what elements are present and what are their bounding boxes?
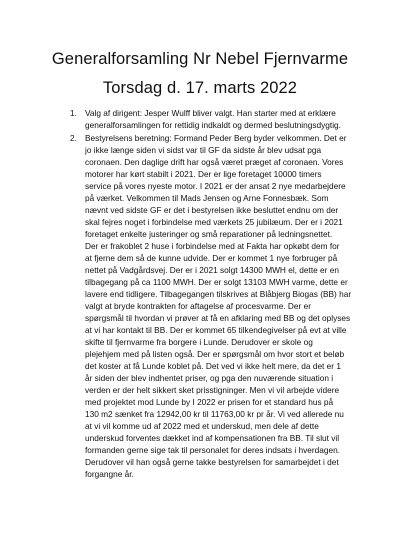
agenda-item-text-line: lavere end tidligere. Tilbagegangen tilskrives at Blåbjerg Biogas (BB) har bbox=[85, 289, 352, 299]
agenda-item-text-line: jo ikke længe siden vi sidst var til GF da sidste år blev udsat pga bbox=[85, 145, 322, 155]
agenda-item-text-line: år siden der blev indhentet priser, og pga den nuværende situation i bbox=[85, 373, 334, 383]
agenda-item-text-line: skal fejres noget i forbindelse med værkets 25 jubilæum. Der er i 2021 bbox=[85, 217, 343, 227]
agenda-item-text-line: det koster at få Lunde koblet på. Det ved vi ikke helt mere, da det er 1 bbox=[85, 361, 341, 371]
agenda-item bbox=[64, 107, 364, 131]
agenda-item-text-line: Valg af dirigent: Jesper Wulff bliver valgt. Han starter med at erklære bbox=[85, 108, 336, 118]
agenda-item-text-line: skifte til fjernvarme fra borgere i Lunde. Derudover er skole og bbox=[85, 337, 313, 347]
agenda-item-text-line: verden er der helt sikkert sket prisstigninger. Men vi vil arbejde videre bbox=[85, 385, 340, 395]
agenda-item-text-line: spørgsmål til hvordan vi prøver at få en afklaring med BB og det oplyses bbox=[85, 313, 351, 323]
agenda-item-number: 1. bbox=[70, 108, 77, 118]
agenda-item bbox=[64, 132, 364, 480]
agenda-item-text-line: forgangne år. bbox=[85, 469, 134, 479]
agenda-item-text-line: nævnt ved sidste GF er det i bestyrelsen ikke besluttet endnu om der bbox=[85, 205, 339, 215]
agenda-item-text-line: at vi har kontakt til BB. Der er kommet 65 tilkendegivelser på evt at ville bbox=[85, 325, 347, 335]
agenda-item-text-line: plejehjem med på listen også. Der er spørgsmål om hvor stort et beløb bbox=[85, 349, 345, 359]
agenda-item-text-line: generalforsamlingen for rettidig indkaldt og dermed beslutningsdygtig. bbox=[85, 120, 341, 130]
agenda-item-text-line: coronaen. Den daglige drift har også været præget af coronaen. Vores bbox=[85, 157, 344, 167]
agenda-item-text-line: på værket. Velkommen til Mads Jensen og Arne Fonnesbæk. Som bbox=[85, 193, 329, 203]
agenda-item-text-line: at fjerne dem så de kunne udvide. Der er kommet 1 nye forbruger på bbox=[85, 253, 338, 263]
document-title: Generalforsamling Nr Nebel Fjernvarme bbox=[51, 50, 349, 68]
agenda-item-text-line: valgt at bryde kontrakten for aftagelse af procesvarme. Der er bbox=[85, 301, 311, 311]
agenda-item-text-line: foretaget enkelte justeringer og små reparationer på ledningsnettet. bbox=[85, 229, 333, 239]
agenda-list bbox=[64, 107, 364, 481]
agenda-item-text-line: at vi vil komme ud af 2022 med et underskud, men dele af dette bbox=[85, 421, 319, 431]
agenda-item-text-line: motorer har kørt stabilt i 2021. Der er lige foretaget 10000 timers bbox=[85, 169, 322, 179]
agenda-item-text-line: med projektet mod Lunde by I 2022 er prisen for et standard hus på bbox=[85, 397, 334, 407]
agenda-item-text-line: tilbagegang på ca 1100 MWH. Der er solgt 13103 MWH varme, dette er bbox=[85, 277, 348, 287]
agenda-item-text-line: Derudover vil han også gerne takke bestyrelsen for samarbejdet i det bbox=[85, 457, 339, 467]
agenda-item-text-line: 130 m2 sænket fra 12942,00 kr til 11763,00 kr pr år. Vi ved allerede nu bbox=[85, 409, 344, 419]
agenda-item-text-line: nettet på Vadgårdsvej. Der er i 2021 solgt 14300 MWH el, dette er en bbox=[85, 265, 339, 275]
agenda-item-text-line: underskud forventes dækket ind af kompensationen fra BB. Til slut vil bbox=[85, 433, 340, 443]
agenda-item-text-line: service på vores nyeste motor. I 2021 er der ansat 2 nye medarbejdere bbox=[85, 181, 346, 191]
agenda-item-text-line: Der er frakoblet 2 huse i forbindelse med at Fakta har opkøbt dem for bbox=[85, 241, 340, 251]
agenda-item-text-line: formanden gerne sige tak til personalet for deres indsats i hverdagen. bbox=[85, 445, 341, 455]
agenda-item-text-line: Bestyrelsens beretning: Formand Peder Berg byder velkommen. Det er bbox=[85, 133, 347, 143]
document-date: Torsdag d. 17. marts 2022 bbox=[102, 79, 298, 97]
agenda-item-number: 2. bbox=[70, 133, 77, 143]
